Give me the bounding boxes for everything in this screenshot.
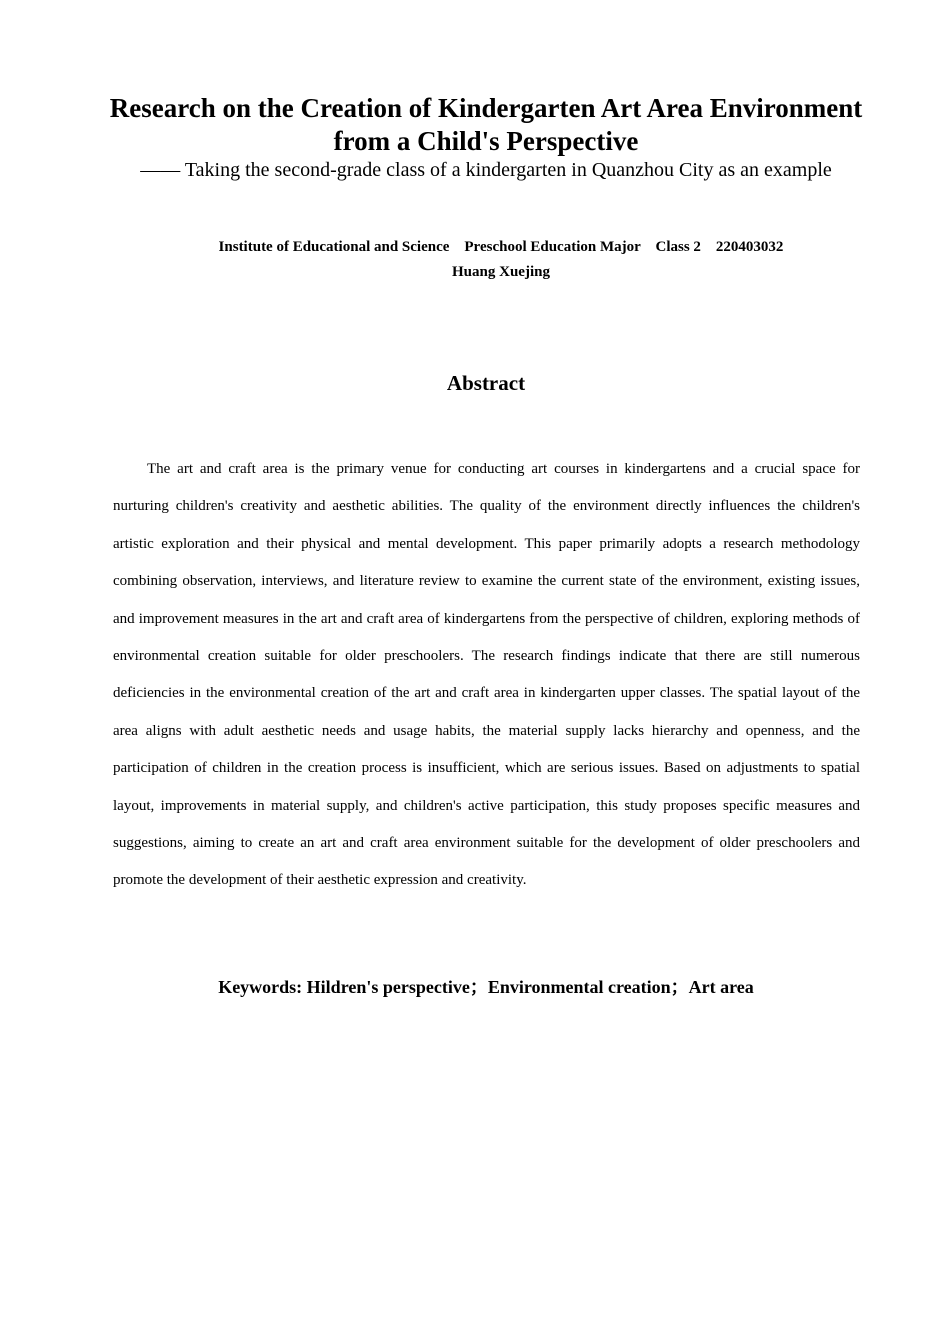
keywords-line: Keywords: Hildren's perspective；Environmental creation；Art area	[218, 977, 754, 997]
affiliation-line: Institute of Educational and Science Preschool Education Major Class 2 220403032	[218, 239, 784, 255]
author-block	[150, 235, 852, 285]
abstract-heading: Abstract	[446, 371, 526, 395]
paper-title: Research on the Creation of Kindergarten Art Area Environment from a Child's Perspective	[109, 93, 863, 156]
author-name: Huang Xuejing	[452, 264, 550, 280]
paper-subtitle: —— Taking the second-grade class of a kindergarten in Quanzhou City as an example	[140, 159, 832, 181]
abstract-body: The art and craft area is the primary venue for conducting art courses in kindergartens and a crucial space for nurturing children's creativity and aesthetic abilities. The quality of the environment directly influences the children's artistic exploration and their physical and mental development. This paper primarily adopts a research methodology combining observation, interviews, and literature review to examine the current state of the environment, existing issues, and improvement measures in the art and craft area of kindergartens from the perspective of children, exploring methods of environmental creation suitable for older preschoolers. The research findings indicate that there are still numerous deficiencies in the environmental creation of the art and craft area in kindergarten upper classes. The spatial layout of the area aligns with adult aesthetic needs and usage habits, the material supply lacks hierarchy and openness, and the participation of children in the creation process is insufficient, which are serious issues. Based on adjustments to spatial layout, improvements in material supply, and children's active participation, this study proposes specific measures and suggestions, aiming to create an art and craft area environment suitable for the development of older preschoolers and promote the development of their aesthetic expression and creativity.	[113, 461, 860, 889]
